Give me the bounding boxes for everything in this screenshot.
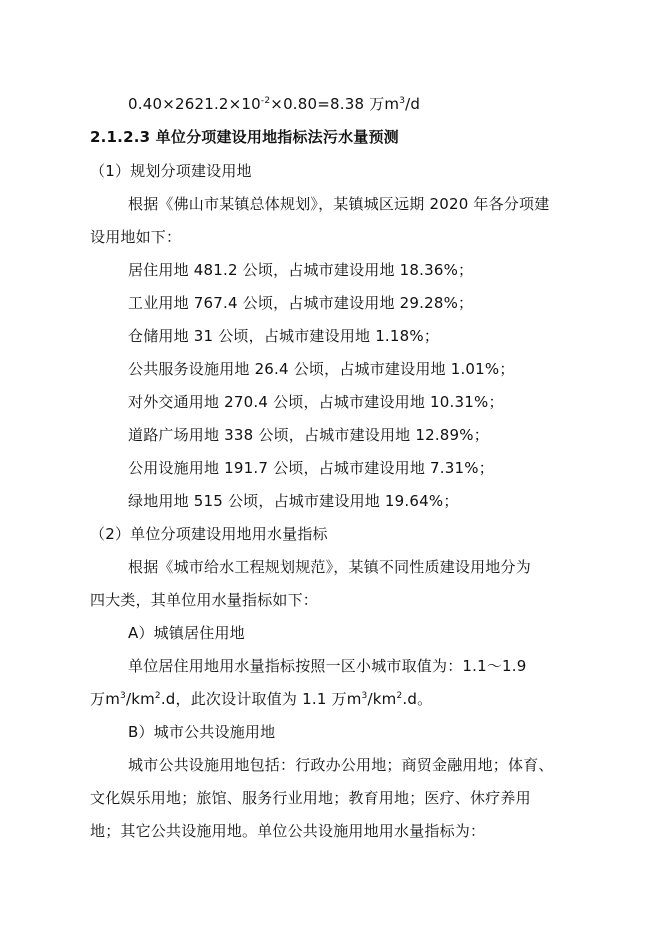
paragraph-b-line-1: 城市公共设施用地包括：行政办公用地；商贸金融用地；体育、 — [128, 756, 554, 774]
formula-unit-exponent: 3 — [399, 96, 406, 106]
paragraph-a-line-1: 单位居住用地用水量指标按照一区小城市取值为：1.1～1.9 — [128, 657, 527, 675]
paragraph-b-line-2: 文化娱乐用地；旅馆、服务行业用地；教育用地；医疗、休疗养用 — [90, 789, 531, 807]
land-item-green-space: 绿地用地 515 公顷，占城市建设用地 19.64%； — [128, 492, 459, 510]
para-a-unit-3: /km — [367, 690, 397, 708]
subsection-2-heading: （2）单位分项建设用地用水量指标 — [90, 525, 328, 543]
land-item-public-service: 公共服务设施用地 26.4 公顷，占城市建设用地 1.01%； — [128, 360, 515, 378]
para-a-unit-2: /km — [125, 690, 155, 708]
para-a-text: .d，此次设计取值为 1.1 万m — [160, 690, 362, 708]
land-item-industrial: 工业用地 767.4 公顷，占城市建设用地 29.28%； — [128, 294, 474, 312]
paragraph-1-line-1: 根据《佛山市某镇总体规划》，某镇城区远期 2020 年各分项建 — [128, 195, 550, 213]
formula-rest: ×0.80=8.38 万m — [270, 95, 400, 113]
subsection-1-heading: （1）规划分项建设用地 — [90, 162, 252, 180]
item-b-heading: B）城市公共设施用地 — [128, 723, 276, 741]
land-item-roads-squares: 道路广场用地 338 公顷，占城市建设用地 12.89%； — [128, 426, 489, 444]
formula-text: 0.40×2621.2×10 — [128, 95, 261, 113]
para-a-exp-1: 3 — [120, 691, 126, 701]
land-item-storage: 仓储用地 31 公顷，占城市建设用地 1.18%； — [128, 327, 440, 345]
land-item-residential: 居住用地 481.2 公顷，占城市建设用地 18.36%； — [128, 261, 474, 279]
para-a-unit-1: 万m — [90, 690, 121, 708]
land-item-utilities: 公用设施用地 191.7 公顷，占城市建设用地 7.31%； — [128, 459, 494, 477]
formula-end: /d — [405, 95, 421, 113]
paragraph-1-line-2: 设用地如下： — [90, 228, 182, 246]
paragraph-2-line-2: 四大类，其单位用水量指标如下： — [90, 591, 319, 609]
para-a-exp-2: 2 — [154, 691, 161, 701]
land-item-external-transport: 对外交通用地 270.4 公顷，占城市建设用地 10.31%； — [128, 393, 504, 411]
item-a-heading: A）城镇居住用地 — [128, 624, 245, 642]
paragraph-b-line-3: 地；其它公共设施用地。单位公共设施用地用水量指标为： — [90, 822, 486, 840]
para-a-exp-3: 3 — [361, 691, 368, 701]
para-a-exp-4: 2 — [396, 691, 403, 701]
formula-line — [128, 94, 420, 114]
formula-exponent: -2 — [260, 96, 271, 106]
section-heading: 2.1.2.3 单位分项建设用地指标法污水量预测 — [90, 128, 399, 146]
para-a-end: .d。 — [402, 690, 433, 708]
paragraph-2-line-1: 根据《城市给水工程规划规范》，某镇不同性质建设用地分为 — [128, 558, 531, 576]
paragraph-a-line-2 — [90, 689, 432, 709]
